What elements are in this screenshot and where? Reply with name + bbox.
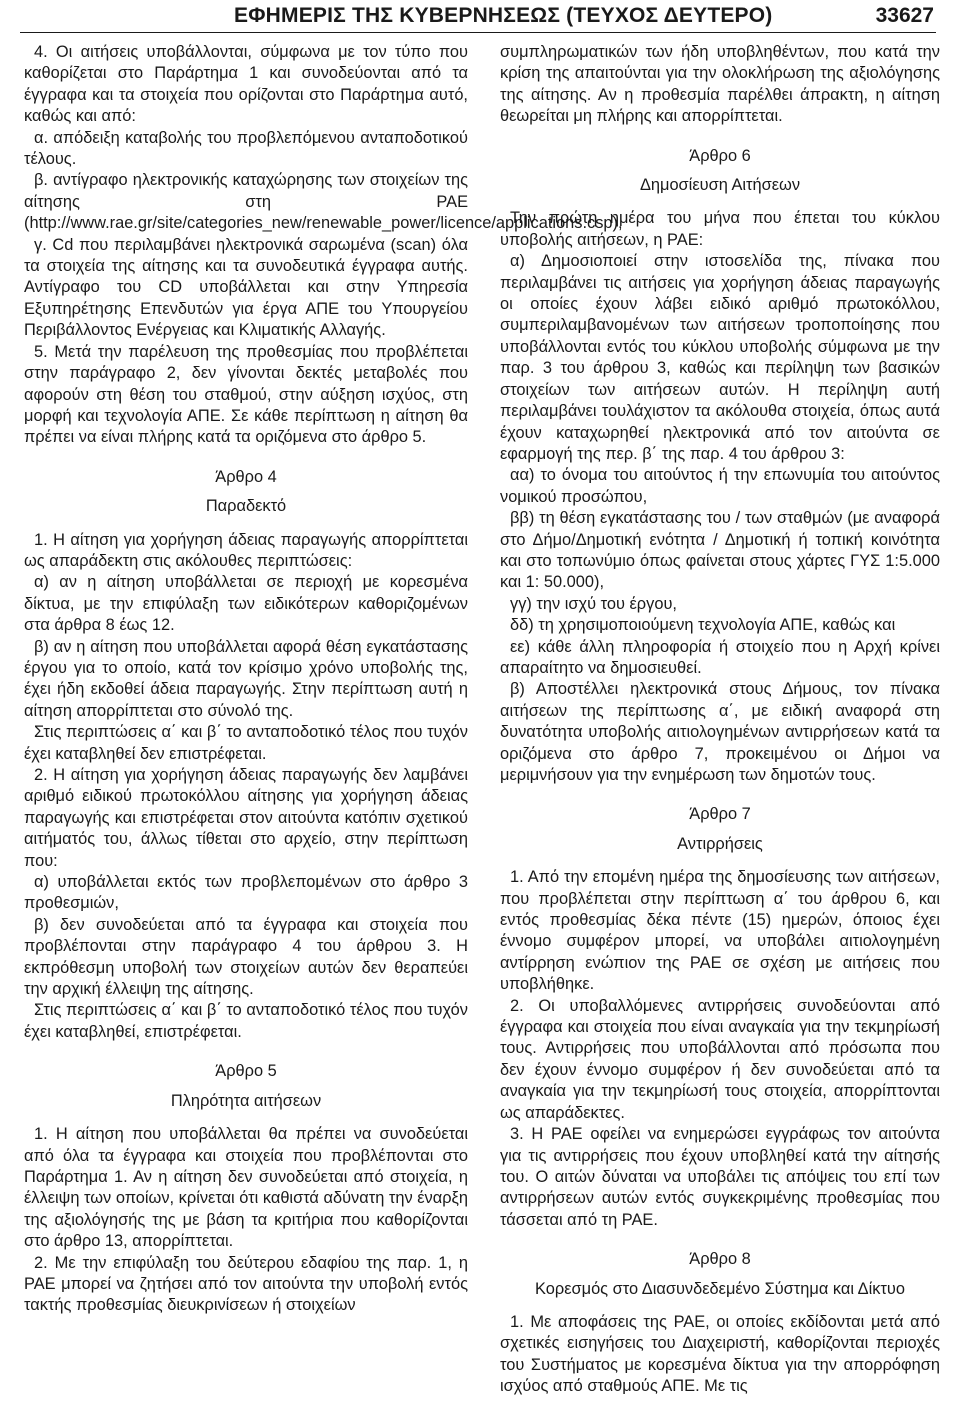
article-number: Άρθρο 8 [689, 1250, 751, 1269]
paragraph: α) Δημοσιοποιεί στην ιστοσελίδα της, πίνακα που περιλαμβάνει τις αιτήσεις για χορήγηση άδειας παραγωγής οι οποίες έχουν λάβει ειδικό αριθμό πρωτοκόλλου, συμπεριλαμβανομένων των αιτήσεων τροποποίησης που υποβάλλονται εντός του κύκλου υποβολής σύμφωνα με την παρ. 3 του άρθρου 3, καθώς και περίληψη των βασικών στοιχείων των αιτήσεων αυτών. Η περίληψη αυτή περιλαμβάνει τουλάχιστον τα ακόλουθα στοιχεία, όπως αυτά έχουν καταχωρηθεί ηλεκτρονικά από τον αιτούντα σε εφαρμογή της περ. β΄ της παρ. 4 του άρθρου 3: [500, 252, 940, 463]
paragraph: 1. Η αίτηση για χορήγηση άδειας παραγωγής απορρίπτεται ως απαράδεκτη στις ακόλουθες περιπτώσεις: [24, 530, 468, 570]
paragraph: γγ) την ισχύ του έργου, [510, 594, 677, 613]
paragraph: α. απόδειξη καταβολής του προβλεπόμενου ανταποδοτικού τέλους. [24, 128, 468, 169]
paragraph: 2. Η αίτηση για χορήγηση άδειας παραγωγής δεν λαμβάνει αριθμό ειδικού πρωτοκόλλου αίτησης για χορήγηση άδειας παραγωγής και επιστρέφεται στον αιτούντα κατόπιν σχετικού αιτήματός του, άλλως τίθεται στο αρχείο, στην περίπτωση που: [24, 766, 468, 870]
paragraph: 1. Από την επομένη ημέρα της δημοσίευσης των αιτήσεων, που προβλέπεται στην περίπτωση α΄ του άρθρου 6, και εντός προθεσμίας δέκα πέντε (15) ημερών, όποιος έχει έννομο συμφέρον μπορεί, να υποβάλει αιτιολογημένη αντίρρηση ενώπιον της ΡΑΕ σε σχέση με αιτήσεις που υποβλήθηκε. [500, 868, 940, 994]
paragraph: 5. Μετά την παρέλευση της προθεσμίας που προβλέπεται στην παράγραφο 2, δεν γίνονται δεκτές μεταβολές που αφορούν στη θέση του σταθμού, στην αύξηση ισχύος, στη μορφή και τεχνολογία ΑΠΕ. Σε κάθε περίπτωση η αίτηση θα πρέπει να είναι πλήρης κατά τα οριζόμενα στο άρθρο 5. [24, 342, 468, 447]
paragraph: 2. Με την επιφύλαξη του δεύτερου εδαφίου της παρ. 1, η ΡΑΕ μπορεί να ζητήσει από τον αιτούντα την υποβολή εντός τακτής προθεσμίας διευκρινίσεων ή στοιχείων [24, 1253, 468, 1315]
gazette-title: ΕΦΗΜΕΡΙΣ ΤΗΣ ΚΥΒΕΡΝΗΣΕΩΣ (ΤΕΥΧΟΣ ΔΕΥΤΕΡΟ) [234, 4, 773, 27]
paragraph: β) δεν συνοδεύεται από τα έγγραφα και στοιχεία που προβλέπονται στην παράγραφο 4 του άρθρου 3. Η εκπρόθεσμη υποβολή των στοιχείων αυτών δεν θεραπεύει την αρχική έλλειψη της αίτησης. [24, 915, 468, 999]
article-title: Αντιρρήσεις [677, 834, 763, 853]
paragraph: γ. Cd που περιλαμβάνει ηλεκτρονικά σαρωμένα (scan) όλα τα στοιχεία της αίτησης και τα συνοδευτικά έγγραφα αυτής. Αντίγραφο του CD υποβάλλεται και στην Υπηρεσία Εξυπηρέτησης Επενδυτών για έργα ΑΠΕ του Υπουργείου Περιβάλλοντος Ενέργειας και Κλιματικής Αλλαγής. [24, 235, 468, 340]
paragraph: β. αντίγραφο ηλεκτρονικής καταχώρησης των στοιχείων της αίτησης στη ΡΑΕ (http://www.rae.gr/site/categories_new/renewable_power/licence/applications.csp), [24, 171, 623, 233]
article-heading-5 [24, 1061, 468, 1112]
article-title: Πληρότητα αιτήσεων [170, 1091, 322, 1110]
article-number: Άρθρο 6 [689, 146, 751, 165]
paragraph: ββ) τη θέση εγκατάστασης του / των σταθμών (με αναφορά στο Δήμο/Δημοτική ενότητα / Δημοτική ή τοπική κοινότητα και στο τοπωνύμιο όπως φαίνεται στους χάρτες ΓΥΣ 1:5.000 και 1: 50.000), [500, 509, 940, 592]
article-number: Άρθρο 4 [215, 467, 277, 486]
page-number: 33627 [875, 4, 934, 27]
right-column [500, 42, 940, 1398]
paragraph: α) υποβάλλεται εκτός των προβλεπομένων στο άρθρο 3 προθεσμιών, [24, 873, 468, 913]
article-title: Κορεσμός στο Διασυνδεδεμένο Σύστημα και Δίκτυο [535, 1279, 905, 1298]
paragraph: αα) το όνομα του αιτούντος ή την επωνυμία του αιτούντος νομικού προσώπου, [500, 466, 940, 506]
paragraph: α) αν η αίτηση υποβάλλεται σε περιοχή με κορεσμένα δίκτυα, με την επιφύλαξη των ειδικότερων καθοριζομένων στα άρθρα 8 έως 12. [24, 573, 468, 635]
paragraph: εε) κάθε άλλη πληροφορία ή στοιχείο που η Αρχή κρίνει απαραίτητο να δημοσιευθεί. [500, 637, 940, 677]
paragraph: 2. Οι υποβαλλόμενες αντιρρήσεις συνοδεύονται από έγγραφα και στοιχεία που είναι αναγκαία για την τεκμηρίωσή τους. Αντιρρήσεις που υποβάλλονται από πρόσωπα που δεν έχουν έννομο συμφέρον ή δεν συνοδεύεται από τα αναγκαία για την τεκμηρίωσή τους στοιχεία, απορρίπτονται ως απαράδεκτες. [500, 996, 940, 1122]
paragraph: 1. Με αποφάσεις της ΡΑΕ, οι οποίες εκδίδονται μετά από σχετικές εισηγήσεις του Διαχειριστή, καθορίζονται περιοχές του Συστήματος με κορεσμένα δίκτυα για την απορρόφηση ισχύος από σταθμούς ΑΠΕ. Με τις [500, 1312, 940, 1396]
paragraph: Την πρώτη ημέρα του μήνα που έπεται του κύκλου υποβολής αιτήσεων, η ΡΑΕ: [500, 209, 940, 249]
paragraph: β) αν η αίτηση που υποβάλλεται αφορά θέση εγκατάστασης έργου για το οποίο, κατά τον κρίσιμο χρόνο υποβολής της, έχει ήδη εκδοθεί άδεια παραγωγής. Στην περίπτωση αυτή η αίτηση απορρίπτεται στο σύνολό της. [24, 637, 468, 720]
article-title: Δημοσίευση Αιτήσεων [639, 176, 801, 195]
article-heading-8 [500, 1249, 940, 1300]
paragraph: 4. Οι αιτήσεις υποβάλλονται, σύμφωνα με τον τύπο που καθορίζεται στο Παράρτημα 1 και συνοδεύονται από τα έγγραφα και τα στοιχεία που ορίζονται στο Παράρτημα αυτό, καθώς και από: [24, 43, 468, 126]
page-header [20, 2, 936, 33]
paragraph: συμπληρωματικών των ήδη υποβληθέντων, που κατά την κρίση της απαιτούνται για την ολοκλήρωση της αξιολόγησης της αίτησης. Αν η προθεσμία παρέλθει άπρακτη, η αίτηση θεωρείται μη πλήρης και απορρίπτεται. [500, 43, 940, 126]
article-number: Άρθρο 7 [689, 805, 751, 824]
article-heading-4 [24, 467, 468, 518]
paragraph: β) Αποστέλλει ηλεκτρονικά στους Δήμους, τον πίνακα αιτήσεων της περίπτωσης α΄, με ειδική αναφορά στη δυνατότητα υποβολής αιτιολογημένων αντιρρήσεων κατά τα οριζόμενα στο άρθρο 7, προκειμένου οι Δήμοι να μεριμνήσουν για την ενημέρωση των δημοτών τους. [500, 680, 940, 784]
article-title: Παραδεκτό [205, 497, 287, 516]
paragraph: 1. Η αίτηση που υποβάλλεται θα πρέπει να συνοδεύεται από όλα τα έγγραφα και στοιχεία που προβλέπονται στο Παράρτημα 1. Αν η αίτηση δεν συνοδεύεται από στοιχεία, η έλλειψη των οποίων, κρίνεται ότι καθιστά αδύνατη την έναρξη της αξιολόγησής της με βάση τα κριτήρια που καθορίζονται στο άρθρο 13, απορρίπτεται. [24, 1125, 468, 1251]
article-heading-7 [500, 804, 940, 855]
paragraph: Στις περιπτώσεις α΄ και β΄ το ανταποδοτικό τέλος που τυχόν έχει καταβληθεί, επιστρέφεται. [24, 1001, 468, 1041]
article-number: Άρθρο 5 [215, 1062, 277, 1081]
paragraph: δδ) τη χρησιμοποιούμενη τεχνολογία ΑΠΕ, καθώς και [510, 616, 896, 635]
article-heading-6 [500, 146, 940, 197]
paragraph: 3. Η ΡΑΕ οφείλει να ενημερώσει εγγράφως τον αιτούντα για τις αντιρρήσεις που έχουν υποβληθεί κατά την αίτησής του. Ο αιτών δύναται να υποβάλει τις απόψεις του επί των αντιρρήσεων αυτών εντός συγκεκριμένης προθεσμίας που τάσσεται από τη ΡΑΕ. [500, 1125, 940, 1229]
paragraph: Στις περιπτώσεις α΄ και β΄ το ανταποδοτικό τέλος που τυχόν έχει καταβληθεί δεν επιστρέφεται. [24, 723, 468, 763]
